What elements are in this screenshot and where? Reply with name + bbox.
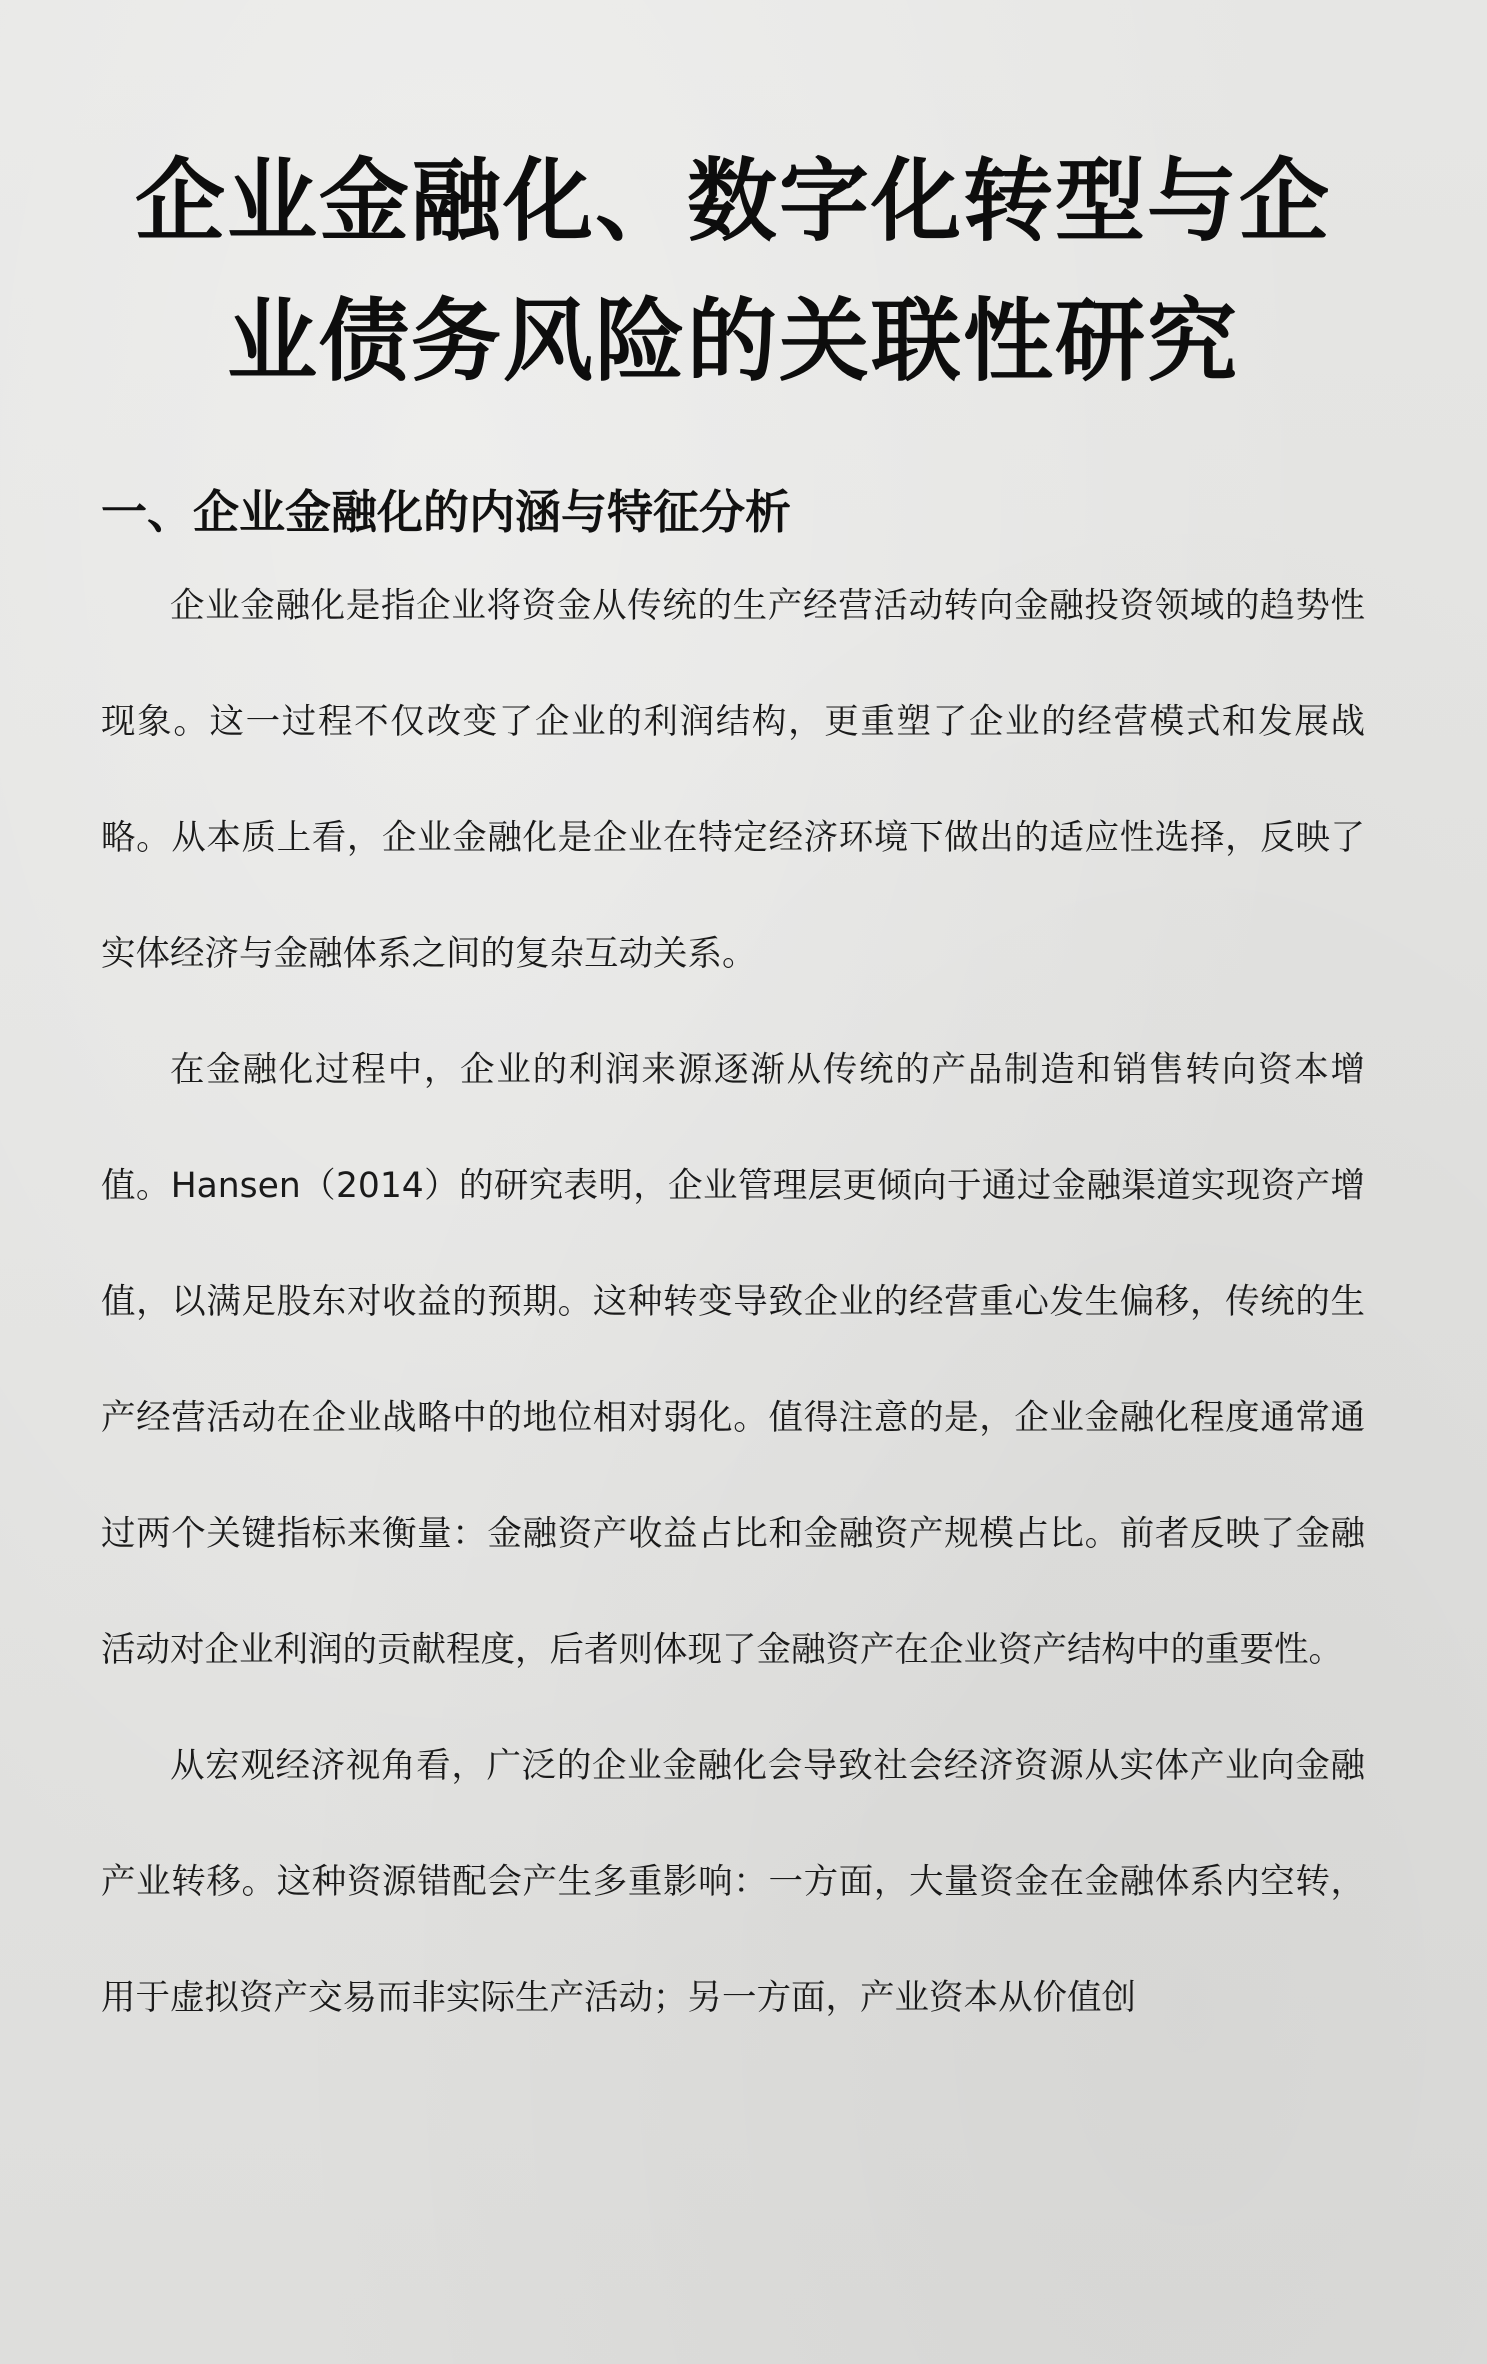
paragraph-3: 从宏观经济视角看，广泛的企业金融化会导致社会经济资源从实体产业向金融产业转移。这种资源错配会产生多重影响：一方面，大量资金在金融体系内空转，用于虚拟资产交易而非实际生产活动；另一方面，产业资本从价值创 (101, 1746, 1365, 2018)
paragraph-2: 在金融化过程中，企业的利润来源逐渐从传统的产品制造和销售转向资本增值。Hansen（2014）的研究表明，企业管理层更倾向于通过金融渠道实现资产增值，以满足股东对收益的预期。这种转变导致企业的经营重心发生偏移，传统的生产经营活动在企业战略中的地位相对弱化。值得注意的是，企业金融化程度通常通过两个关键指标来衡量：金融资产收益占比和金融资产规模占比。前者反映了金融活动对企业利润的贡献程度，后者则体现了金融资产在企业资产结构中的重要性。 (101, 1050, 1365, 1670)
section-1 (101, 484, 1365, 2056)
section-heading: 一、企业金融化的内涵与特征分析 (101, 485, 791, 539)
document-body (101, 132, 1365, 2056)
paragraph-1: 企业金融化是指企业将资金从传统的生产经营活动转向金融投资领域的趋势性现象。这一过程不仅改变了企业的利润结构，更重塑了企业的经营模式和发展战略。从本质上看，企业金融化是企业在特定经济环境下做出的适应性选择，反映了实体经济与金融体系之间的复杂互动关系。 (101, 586, 1365, 974)
document-title: 企业金融化、数字化转型与企业债务风险的关联性研究 (135, 149, 1331, 394)
